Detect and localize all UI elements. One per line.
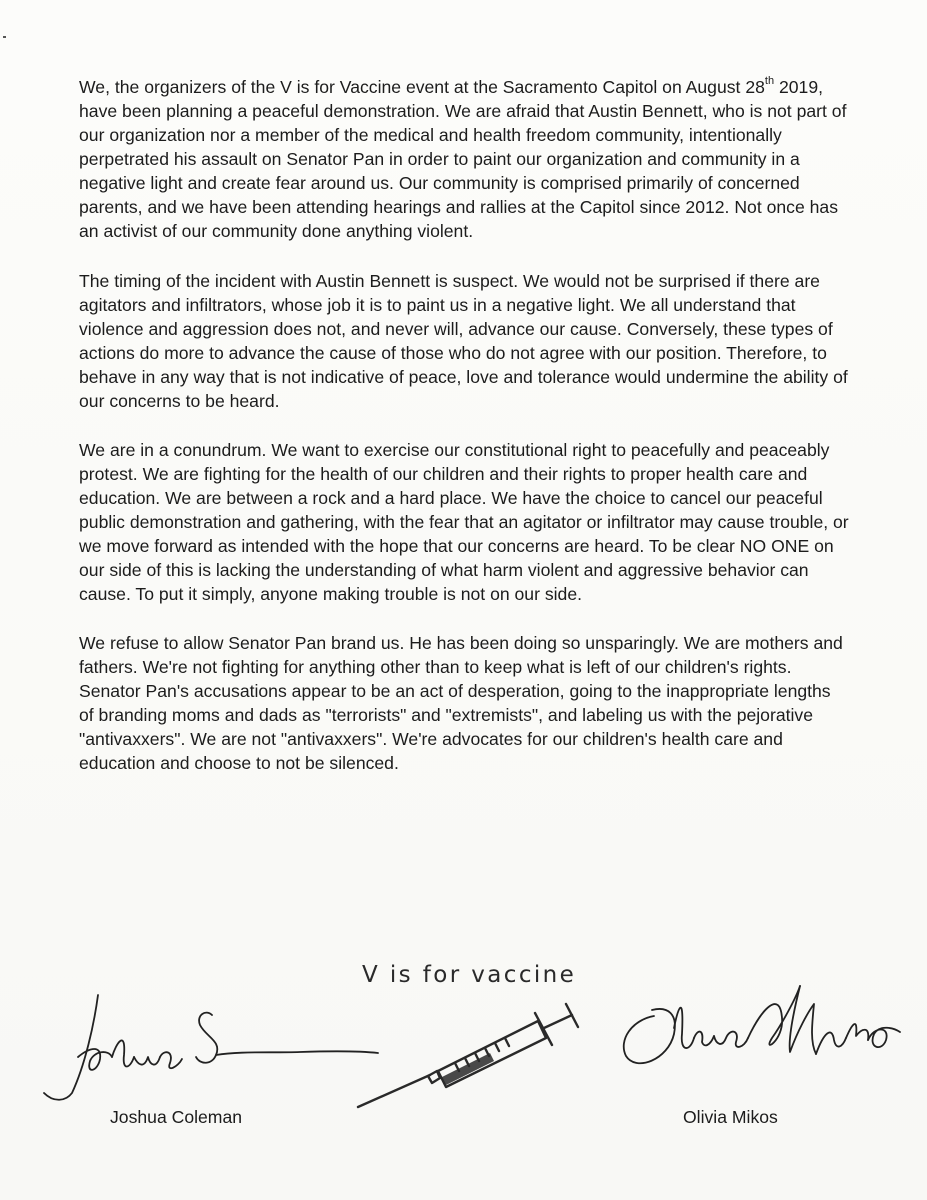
ordinal-suffix: th	[764, 75, 775, 88]
paragraph-4: We refuse to allow Senator Pan brand us. He has been doing so unsparingly. We are mothers and fathers. We're not fighting for anything other than to keep what is left of our children's rights. Senator Pan's accusations appear to be an act of desperation, going to the inappropriate lengths of branding moms and dads as "terrorists" and "extremists", and labeling us with the pejorative "antivaxxers". We are not "antivaxxers". We're advocates for our children's health care and education and choose to not be silenced.	[79, 633, 843, 773]
syringe-plunger-head	[566, 1004, 578, 1027]
signature-right	[612, 968, 902, 1078]
paragraph-1-end: 2019, have been planning a peaceful demonstration. We are afraid that Austin Bennett, who is not part of our organization nor a member of the medical and health freedom community, intentionally perpetrated his assault on Senator Pan in order to paint our organization and community in a negative light and create fear around us. Our community is comprised primarily of concerned parents, and we have been attending hearings and rallies at the Capitol since 2012. Not once has an activist of our community done anything violent.	[79, 77, 847, 241]
signature-left	[30, 985, 380, 1105]
syringe-fill	[442, 1053, 494, 1085]
syringe-plunger	[544, 1015, 572, 1028]
logo-title: V is for vaccine	[362, 962, 577, 988]
scan-mark	[3, 36, 6, 38]
signer-name-right: Olivia Mikos	[683, 1107, 778, 1127]
paragraph-1-start: We, the organizers of the V is for Vaccine event at the Sacramento Capitol on August 28	[79, 77, 765, 97]
paragraph-2: The timing of the incident with Austin Bennett is suspect. We would not be surprised if there are agitators and infiltrators, whose job it is to paint us in a negative light. We all understand that violence and aggression does not, and never will, advance our cause. Conversely, these types of actions do more to advance the cause of those who do not agree with our position. Therefore, to behave in any way that is not indicative of peace, love and tolerance would undermine the ability of our concerns to be heard.	[79, 271, 848, 411]
syringe-icon	[350, 995, 590, 1120]
letter-body	[79, 75, 849, 800]
paragraph-3: We are in a conundrum. We want to exercise our constitutional right to peacefully and peaceably protest. We are fighting for the health of our children and their rights to proper health care and education. We are between a rock and a hard place. We have the choice to cancel our peaceful public demonstration and gathering, with the fear that an agitator or infiltrator may cause trouble, or we move forward as intended with the hope that our concerns are heard. To be clear NO ONE on our side of this is lacking the understanding of what harm violent and aggressive behavior can cause. To put it simply, anyone making trouble is not on our side.	[79, 440, 849, 604]
paragraph-1	[79, 75, 849, 243]
signer-name-left: Joshua Coleman	[110, 1107, 243, 1127]
